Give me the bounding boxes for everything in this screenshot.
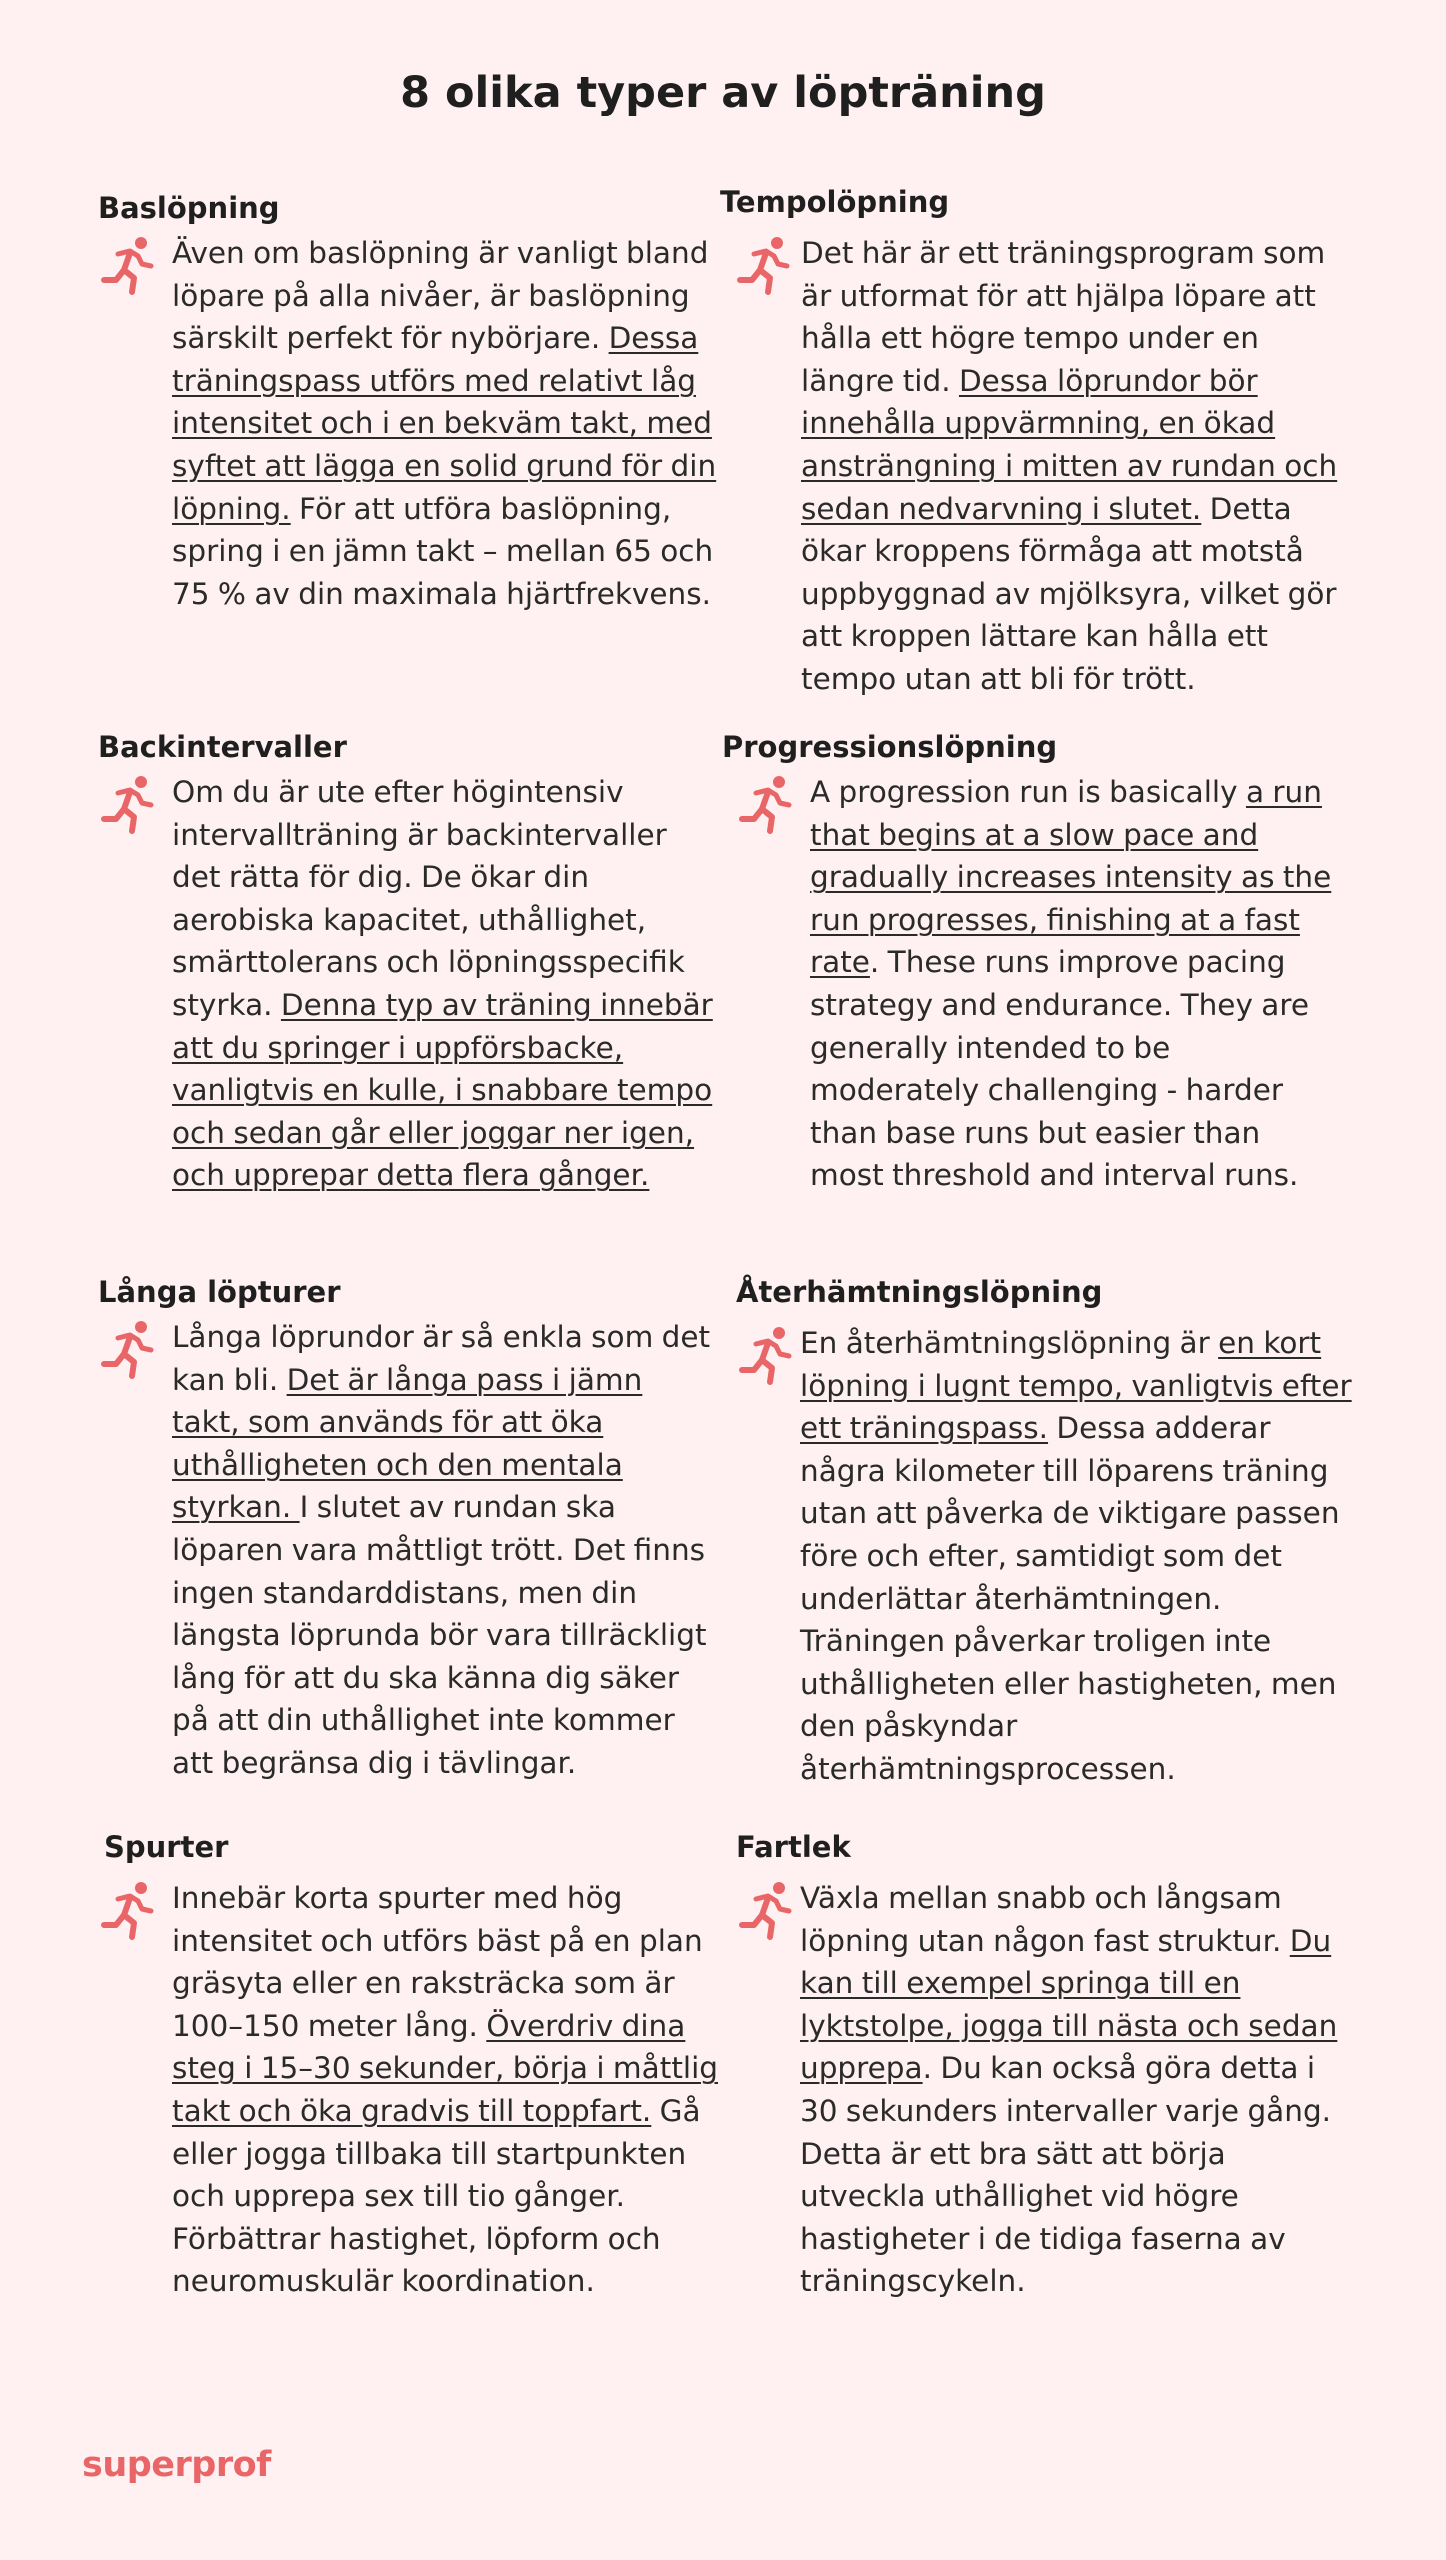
- section-highlight: en kort löpning i lugnt tempo, vanligtvis efter ett träningspass.: [800, 1326, 1352, 1446]
- running-person-icon: [98, 773, 162, 837]
- section-tempolopning: [720, 182, 1340, 701]
- section-heading: Återhämtningslöpning: [736, 1275, 1103, 1309]
- section-heading: Långa löpturer: [98, 1275, 341, 1309]
- running-person-icon: [98, 1879, 162, 1943]
- section-text: Innebär korta spurter med hög intensitet och utförs bäst på en plan gräsyta eller en raksträcka som är 100–150 meter lång. Överdriv dina steg i 15–30 sekunder, börja i måttlig takt och öka gradvis till toppfart. Gå eller jogga tillbaka till startpunkten och upprepa sex till tio gånger. Förbättrar hastighet, löpform och neuromuskulär koordination.: [172, 1881, 719, 2299]
- section-highlight: Dessa träningspass utförs med relativt låg intensitet och i en bekväm takt, med syftet att lägga en solid grund för din löpning.: [172, 321, 717, 526]
- running-person-icon: [736, 1324, 800, 1388]
- running-person-icon: [736, 1879, 800, 1943]
- section-highlight: a run that begins at a slow pace and gradually increases intensity as the run progresses, finishing at a fast rate: [810, 775, 1332, 980]
- section-heading: Progressionslöpning: [722, 730, 1058, 764]
- running-person-icon: [98, 1318, 162, 1382]
- section-baslopning: [98, 188, 718, 615]
- section-text: Det här är ett träningsprogram som är utformat för att hjälpa löpare att hålla ett högre tempo under en längre tid. Dessa löprundor bör innehålla uppvärmning, en ökad ansträngning i mitten av rundan och sedan nedvarvning i slutet. Detta ökar kroppens förmåga att motstå uppbyggnad av mjölksyra, vilket gör att kroppen lättare kan hålla ett tempo utan att bli för trött.: [801, 236, 1338, 696]
- section-text: Växla mellan snabb och långsam löpning utan någon fast struktur. Du kan till exempel springa till en lyktstolpe, jogga till nästa och sedan upprepa. Du kan också göra detta i 30 sekunders intervaller varje gång. Detta är ett bra sätt att börja utveckla uthållighet vid högre hastigheter i de tidiga faserna av träningscykeln.: [800, 1881, 1338, 2299]
- section-text: Även om baslöpning är vanligt bland löpare på alla nivåer, är baslöpning särskilt perfekt för nybörjare. Dessa träningspass utförs med relativt låg intensitet och i en bekväm takt, med syftet att lägga en solid grund för din löpning. För att utföra baslöpning, spring i en jämn takt – mellan 65 och 75 % av din maximala hjärtfrekvens.: [172, 236, 717, 611]
- section-text: Långa löprundor är så enkla som det kan bli. Det är långa pass i jämn takt, som används för att öka uthålligheten och den mentala styrkan. I slutet av rundan ska löparen vara måttligt trött. Det finns ingen standarddistans, men din längsta löprunda bör vara tillräckligt lång för att du ska känna dig säker på att din uthållighet inte kommer att begränsa dig i tävlingar.: [172, 1320, 711, 1780]
- section-heading: Spurter: [104, 1830, 229, 1864]
- section-heading: Fartlek: [736, 1830, 851, 1864]
- section-highlight: Du kan till exempel springa till en lyktstolpe, jogga till nästa och sedan upprepa: [800, 1923, 1338, 2086]
- running-person-icon: [734, 234, 798, 298]
- section-heading: Backintervaller: [98, 730, 347, 764]
- running-person-icon: [736, 773, 800, 837]
- section-backintervaller: [98, 727, 718, 1197]
- page-title: 8 olika typer av löpträning: [400, 68, 1046, 118]
- section-langa-lopturer: [98, 1272, 718, 1785]
- section-spurter: [98, 1827, 718, 2303]
- section-highlight: Dessa löprundor bör innehålla uppvärmning, en ökad ansträngning i mitten av rundan och sedan nedvarvning i slutet.: [801, 363, 1338, 526]
- running-person-icon: [98, 234, 162, 298]
- section-fartlek: [736, 1827, 1356, 2303]
- section-highlight: Det är långa pass i jämn takt, som används för att öka uthålligheten och den mentala styrkan.: [172, 1362, 643, 1525]
- section-progressionslopning: [722, 727, 1342, 1197]
- section-highlight: Denna typ av träning innebär att du springer i uppförsbacke, vanligtvis en kulle, i snabbare tempo och sedan går eller joggar ner igen, och upprepar detta flera gånger.: [172, 987, 713, 1193]
- section-heading: Tempolöpning: [720, 185, 950, 219]
- section-text: En återhämtningslöpning är en kort löpning i lugnt tempo, vanligtvis efter ett träningspass. Dessa adderar några kilometer till löparens träning utan att påverka de viktigare passen före och efter, samtidigt som det underlättar återhämtningen. Träningen påverkar troligen inte uthålligheten eller hastigheten, men den påskyndar återhämtningsprocessen.: [800, 1326, 1352, 1786]
- section-aterhamtningslopning: [736, 1272, 1356, 1791]
- section-text: Om du är ute efter högintensiv intervallträning är backintervaller det rätta för dig. De ökar din aerobiska kapacitet, uthållighet, smärttolerans och löpningsspecifik styrka. Denna typ av träning innebär att du springer i uppförsbacke, vanligtvis en kulle, i snabbare tempo och sedan går eller joggar ner igen, och upprepar detta flera gånger.: [172, 775, 713, 1193]
- superprof-logo: superprof: [82, 2445, 271, 2485]
- section-heading: Baslöpning: [98, 191, 280, 225]
- section-text: A progression run is basically a run that begins at a slow pace and gradually increases intensity as the run progresses, finishing at a fast rate. These runs improve pacing strategy and endurance. They are generally intended to be moderately challenging - harder than base runs but easier than most threshold and interval runs.: [810, 775, 1332, 1193]
- section-highlight: Överdriv dina steg i 15–30 sekunder, börja i måttlig takt och öka gradvis till toppfart.: [172, 2008, 719, 2128]
